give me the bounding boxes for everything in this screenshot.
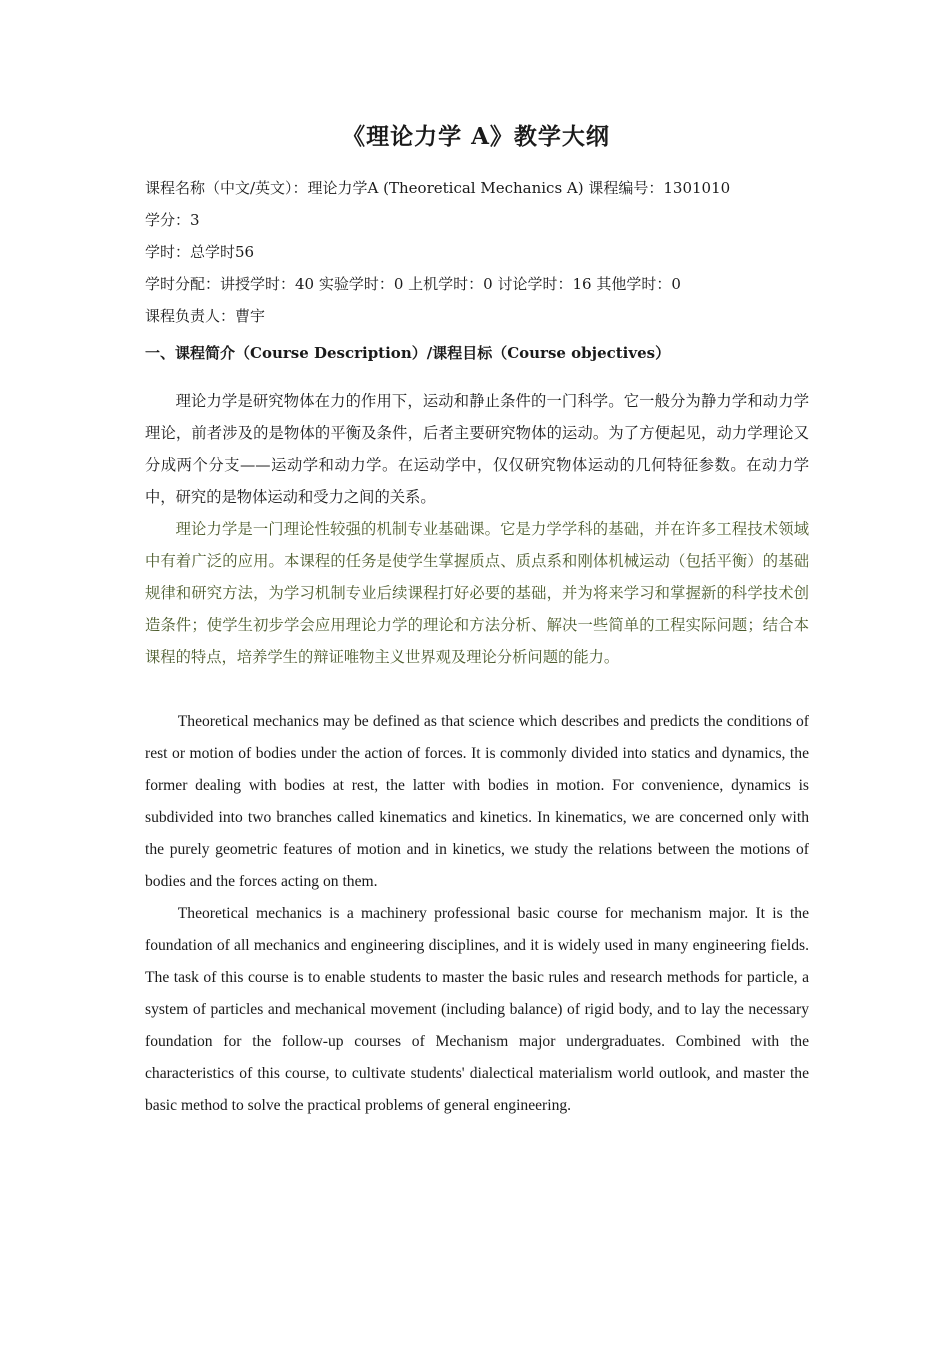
course-meta xyxy=(145,172,825,332)
hours-allocation-line: 学时分配：讲授学时：40 实验学时：0 上机学时：0 讨论学时：16 其他学时：0 xyxy=(145,275,681,293)
paragraph-cn-1: 理论力学是研究物体在力的作用下，运动和静止条件的一门科学。它一般分为静力学和动力学理论，前者涉及的是物体的平衡及条件，后者主要研究物体的运动。为了方便起见，动力学理论又分成两个分支——运动学和动力学。在运动学中，仅仅研究物体运动的几何特征参数。在动力学中，研究的是物体运动和受力之间的关系。 xyxy=(145,392,809,506)
section-heading: 一、课程简介（Course Description）/课程目标（Course objectives） xyxy=(145,344,671,362)
credits-line: 学分：3 xyxy=(145,211,200,229)
paragraph-en-2: Theoretical mechanics is a machinery professional basic course for mechanism major. It is the foundation of all mechanics and engineering disciplines, and it is widely used in many engineering fields. The task of this course is to enable students to master the basic rules and research methods for particle, a system of particles and mechanical movement (including balance) of rigid body, and to lay the necessary foundation for the follow-up courses of Mechanism major undergraduates. Combined with the characteristics of this course, to cultivate students' dialectical materialism world outlook, and master the basic method to solve the practical problems of general engineering. xyxy=(145,905,809,1114)
document-title: 《理论力学 A》教学大纲 xyxy=(342,123,610,150)
course-name-line: 课程名称（中文/英文）：理论力学A (Theoretical Mechanics A) 课程编号：1301010 xyxy=(145,179,731,197)
paragraph-cn-2: 理论力学是一门理论性较强的机制专业基础课。它是力学学科的基础，并在许多工程技术领域中有着广泛的应用。本课程的任务是使学生掌握质点、质点系和刚体机械运动（包括平衡）的基础规律和研究方法，为学习机制专业后续课程打好必要的基础，并为将来学习和掌握新的科学技术创造条件；使学生初步学会应用理论力学的理论和方法分析、解决一些简单的工程实际问题；结合本课程的特点，培养学生的辩证唯物主义世界观及理论分析问题的能力。 xyxy=(145,520,809,666)
paragraph-en-1: Theoretical mechanics may be defined as that science which describes and predicts the conditions of rest or motion of bodies under the action of forces. It is commonly divided into statics and dynamics, the former dealing with bodies at rest, the latter with bodies in motion. For convenience, dynamics is subdivided into two branches called kinematics and kinetics. In kinematics, we are concerned only with the purely geometric features of motion and in kinetics, we study the relations between the motions of bodies and the forces acting on them. xyxy=(145,713,809,890)
course-leader-line: 课程负责人：曹宇 xyxy=(145,307,266,325)
total-hours-line: 学时：总学时56 xyxy=(145,243,255,261)
